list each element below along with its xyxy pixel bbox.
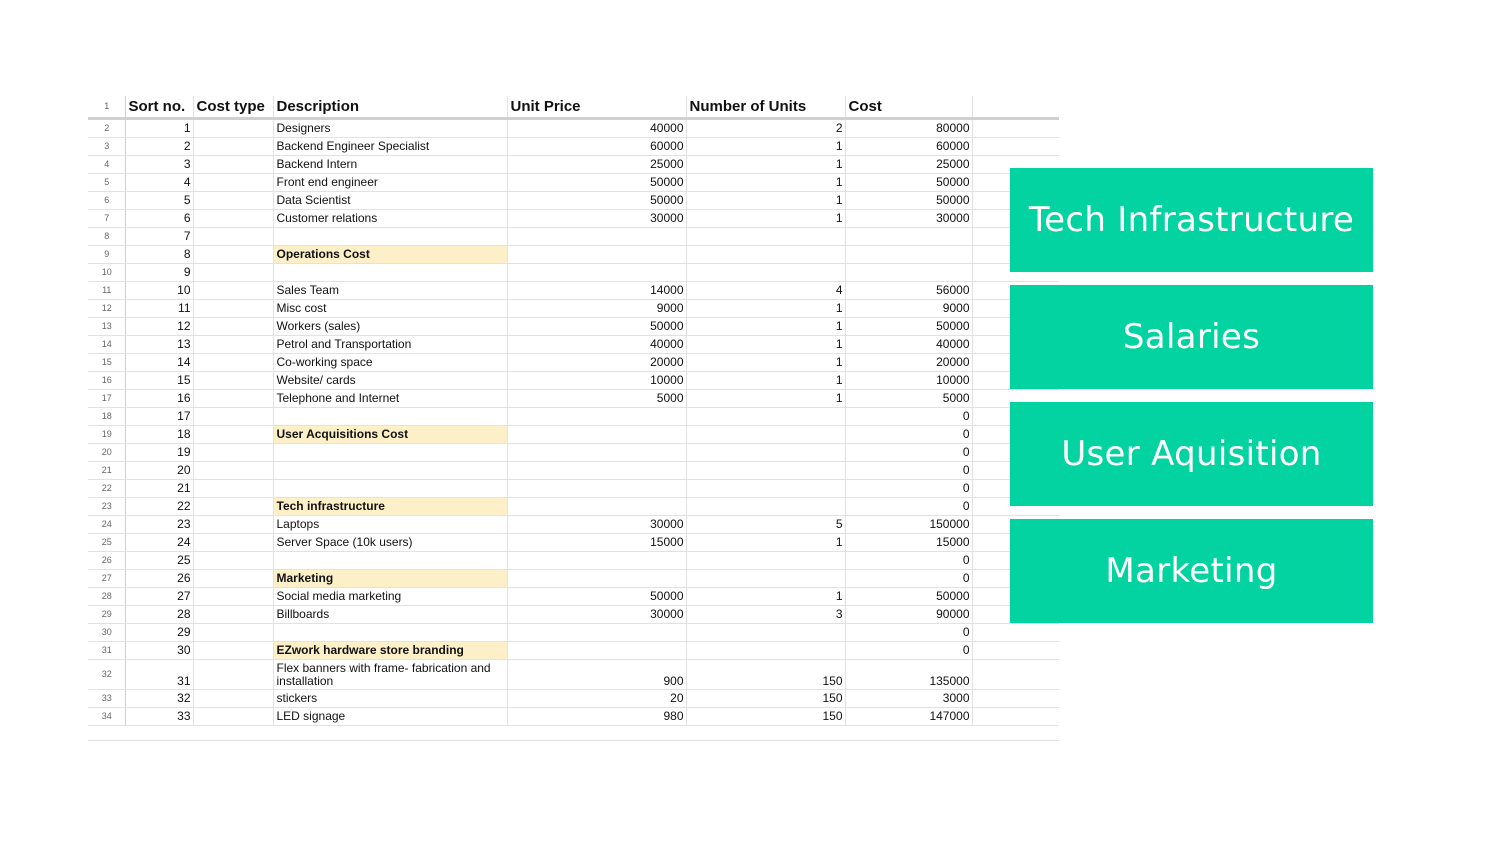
unit-price-cell[interactable]: 5000 [507,389,686,407]
description-cell[interactable]: Backend Engineer Specialist [273,137,507,155]
sort-no-cell[interactable]: 18 [125,425,193,443]
unit-price-cell[interactable]: 30000 [507,209,686,227]
table-row [88,587,1059,605]
category-salaries [1010,285,1373,389]
cost-cell[interactable]: 3000 [845,689,972,707]
sort-no-cell[interactable]: 2 [125,137,193,155]
table-row [88,479,1059,497]
description-cell[interactable]: Designers [273,118,507,137]
empty-cell[interactable] [972,137,1059,155]
row-number[interactable]: 29 [88,605,125,623]
sort-no-cell[interactable]: 4 [125,173,193,191]
cost-type-cell[interactable] [193,191,273,209]
sort-no-cell[interactable]: 6 [125,209,193,227]
description-cell[interactable] [273,443,507,461]
cost-type-cell[interactable] [193,227,273,245]
table-row [88,155,1059,173]
category-label: User Aquisition [1061,434,1322,474]
cost-cell[interactable]: 147000 [845,707,972,725]
unit-price-cell[interactable] [507,263,686,281]
units-cell[interactable]: 1 [686,389,845,407]
cost-type-cell[interactable] [193,551,273,569]
unit-price-cell[interactable]: 50000 [507,191,686,209]
cost-type-cell[interactable] [193,659,273,689]
description-cell[interactable]: stickers [273,689,507,707]
units-cell[interactable]: 1 [686,587,845,605]
header-row [88,96,1059,118]
category-marketing [1010,519,1373,623]
description-cell[interactable]: Telephone and Internet [273,389,507,407]
row-number[interactable]: 20 [88,443,125,461]
units-cell[interactable]: 4 [686,281,845,299]
units-cell[interactable] [686,443,845,461]
cost-cell[interactable]: 135000 [845,659,972,689]
description-cell[interactable]: Workers (sales) [273,317,507,335]
cost-cell[interactable]: 0 [845,461,972,479]
sort-no-cell[interactable]: 30 [125,641,193,659]
row-number[interactable]: 17 [88,389,125,407]
sort-no-cell[interactable]: 29 [125,623,193,641]
column-header-number-of-units[interactable]: Number of Units [686,96,845,118]
units-cell[interactable]: 1 [686,155,845,173]
unit-price-cell[interactable]: 50000 [507,173,686,191]
units-cell[interactable] [686,227,845,245]
cost-type-cell[interactable] [193,587,273,605]
units-cell[interactable]: 1 [686,533,845,551]
row-number[interactable]: 9 [88,245,125,263]
cost-type-cell[interactable] [193,173,273,191]
cost-spreadsheet [88,96,1059,726]
units-cell[interactable] [686,479,845,497]
row-number[interactable]: 26 [88,551,125,569]
description-cell[interactable]: Billboards [273,605,507,623]
units-cell[interactable]: 2 [686,118,845,137]
category-label: Marketing [1105,551,1278,591]
column-header-cost-type[interactable]: Cost type [193,96,273,118]
unit-price-cell[interactable] [507,569,686,587]
cost-cell[interactable]: 9000 [845,299,972,317]
row-number[interactable]: 4 [88,155,125,173]
cost-type-cell[interactable] [193,533,273,551]
table-row [88,191,1059,209]
section-title-cell[interactable]: User Acquisitions Cost [273,425,507,443]
cost-cell[interactable]: 0 [845,569,972,587]
sort-no-cell[interactable]: 13 [125,335,193,353]
row-number[interactable]: 1 [88,96,125,118]
sort-no-cell[interactable]: 5 [125,191,193,209]
cost-type-cell[interactable] [193,689,273,707]
sort-no-cell[interactable]: 19 [125,443,193,461]
cost-cell[interactable] [845,245,972,263]
unit-price-cell[interactable]: 15000 [507,533,686,551]
sort-no-cell[interactable]: 21 [125,479,193,497]
units-cell[interactable] [686,263,845,281]
unit-price-cell[interactable]: 50000 [507,587,686,605]
unit-price-cell[interactable] [507,227,686,245]
description-cell[interactable] [273,407,507,425]
row-number[interactable]: 14 [88,335,125,353]
unit-price-cell[interactable]: 9000 [507,299,686,317]
category-label: Tech Infrastructure [1028,200,1355,240]
cost-cell[interactable]: 0 [845,407,972,425]
cost-type-cell[interactable] [193,425,273,443]
table-row [88,497,1059,515]
units-cell[interactable]: 1 [686,335,845,353]
cost-type-cell[interactable] [193,461,273,479]
cost-cell[interactable] [845,227,972,245]
units-cell[interactable]: 150 [686,707,845,725]
description-cell[interactable]: Flex banners with frame- fabrication and installation [273,659,507,689]
row-number[interactable]: 22 [88,479,125,497]
cost-cell[interactable]: 25000 [845,155,972,173]
cost-cell[interactable]: 90000 [845,605,972,623]
section-title-cell[interactable]: EZwork hardware store branding [273,641,507,659]
cost-type-cell[interactable] [193,479,273,497]
row-number[interactable]: 19 [88,425,125,443]
units-cell[interactable]: 1 [686,317,845,335]
description-cell[interactable]: Backend Intern [273,155,507,173]
cost-cell[interactable]: 50000 [845,317,972,335]
cost-cell[interactable]: 0 [845,623,972,641]
units-cell[interactable] [686,641,845,659]
sort-no-cell[interactable]: 14 [125,353,193,371]
row-number[interactable]: 2 [88,118,125,137]
row-number[interactable]: 6 [88,191,125,209]
unit-price-cell[interactable]: 900 [507,659,686,689]
row-number[interactable]: 12 [88,299,125,317]
row-number[interactable]: 13 [88,317,125,335]
row-number[interactable]: 24 [88,515,125,533]
cost-cell[interactable]: 50000 [845,173,972,191]
cost-type-cell[interactable] [193,443,273,461]
cost-type-cell[interactable] [193,209,273,227]
description-cell[interactable] [273,623,507,641]
unit-price-cell[interactable]: 980 [507,707,686,725]
row-number[interactable]: 28 [88,587,125,605]
description-cell[interactable]: LED signage [273,707,507,725]
unit-price-cell[interactable] [507,623,686,641]
cost-cell[interactable]: 60000 [845,137,972,155]
category-user-acquisition [1010,402,1373,506]
sort-no-cell[interactable]: 23 [125,515,193,533]
sort-no-cell[interactable]: 11 [125,299,193,317]
row-number[interactable]: 15 [88,353,125,371]
unit-price-cell[interactable] [507,425,686,443]
sort-no-cell[interactable]: 10 [125,281,193,299]
description-cell[interactable]: Customer relations [273,209,507,227]
cost-type-cell[interactable] [193,245,273,263]
cost-cell[interactable]: 56000 [845,281,972,299]
sort-no-cell[interactable]: 20 [125,461,193,479]
cost-cell[interactable]: 10000 [845,371,972,389]
unit-price-cell[interactable]: 40000 [507,118,686,137]
unit-price-cell[interactable]: 30000 [507,605,686,623]
table-row [88,263,1059,281]
sort-no-cell[interactable]: 25 [125,551,193,569]
column-header-sort-no[interactable]: Sort no. [125,96,193,118]
cost-cell[interactable]: 0 [845,443,972,461]
table-row [88,605,1059,623]
section-title-cell[interactable]: Marketing [273,569,507,587]
units-cell[interactable]: 150 [686,659,845,689]
cost-type-cell[interactable] [193,118,273,137]
description-cell[interactable] [273,227,507,245]
row-number[interactable]: 23 [88,497,125,515]
units-cell[interactable]: 1 [686,299,845,317]
sort-no-cell[interactable]: 32 [125,689,193,707]
unit-price-cell[interactable] [507,245,686,263]
units-cell[interactable] [686,425,845,443]
table-row [88,443,1059,461]
units-cell[interactable]: 1 [686,353,845,371]
sort-no-cell[interactable]: 17 [125,407,193,425]
row-number[interactable]: 11 [88,281,125,299]
cost-cell[interactable]: 0 [845,551,972,569]
cost-cell[interactable]: 30000 [845,209,972,227]
cost-cell[interactable]: 0 [845,641,972,659]
unit-price-cell[interactable]: 25000 [507,155,686,173]
empty-cell[interactable] [972,118,1059,137]
cost-type-cell[interactable] [193,569,273,587]
description-cell[interactable] [273,461,507,479]
sort-no-cell[interactable]: 31 [125,659,193,689]
row-number[interactable]: 5 [88,173,125,191]
unit-price-cell[interactable]: 10000 [507,371,686,389]
units-cell[interactable]: 1 [686,209,845,227]
row-number[interactable]: 33 [88,689,125,707]
units-cell[interactable] [686,623,845,641]
table-row [88,641,1059,659]
description-cell[interactable]: Website/ cards [273,371,507,389]
row-number[interactable]: 8 [88,227,125,245]
cost-type-cell[interactable] [193,281,273,299]
row-number[interactable]: 16 [88,371,125,389]
cost-cell[interactable]: 20000 [845,353,972,371]
cost-cell[interactable]: 80000 [845,118,972,137]
table-row [88,689,1059,707]
cost-cell[interactable]: 50000 [845,587,972,605]
table-row [88,281,1059,299]
sort-no-cell[interactable]: 28 [125,605,193,623]
cost-type-cell[interactable] [193,317,273,335]
sort-no-cell[interactable]: 3 [125,155,193,173]
description-cell[interactable]: Social media marketing [273,587,507,605]
row-number[interactable]: 30 [88,623,125,641]
column-header-empty[interactable] [972,96,1059,118]
unit-price-cell[interactable]: 20000 [507,353,686,371]
cost-type-cell[interactable] [193,641,273,659]
sort-no-cell[interactable]: 26 [125,569,193,587]
table-row [88,227,1059,245]
cost-type-cell[interactable] [193,389,273,407]
units-cell[interactable]: 1 [686,191,845,209]
unit-price-cell[interactable] [507,641,686,659]
cost-type-cell[interactable] [193,371,273,389]
units-cell[interactable]: 1 [686,137,845,155]
unit-price-cell[interactable]: 14000 [507,281,686,299]
unit-price-cell[interactable]: 50000 [507,317,686,335]
cost-type-cell[interactable] [193,353,273,371]
category-tech-infrastructure [1010,168,1373,272]
description-cell[interactable] [273,263,507,281]
row-number[interactable]: 31 [88,641,125,659]
table-row [88,137,1059,155]
cost-type-cell[interactable] [193,407,273,425]
row-number[interactable]: 18 [88,407,125,425]
units-cell[interactable]: 1 [686,173,845,191]
description-cell[interactable]: Laptops [273,515,507,533]
table-row [88,515,1059,533]
cost-type-cell[interactable] [193,623,273,641]
units-cell[interactable] [686,407,845,425]
sort-no-cell[interactable]: 16 [125,389,193,407]
table-row [88,533,1059,551]
row-number[interactable]: 34 [88,707,125,725]
unit-price-cell[interactable]: 20 [507,689,686,707]
description-cell[interactable]: Petrol and Transportation [273,335,507,353]
table-row [88,407,1059,425]
description-cell[interactable]: Data Scientist [273,191,507,209]
table-row [88,551,1059,569]
unit-price-cell[interactable] [507,443,686,461]
cost-cell[interactable]: 5000 [845,389,972,407]
sort-no-cell[interactable]: 8 [125,245,193,263]
units-cell[interactable] [686,245,845,263]
empty-cell[interactable] [972,623,1059,641]
unit-price-cell[interactable]: 30000 [507,515,686,533]
table-row [88,707,1059,725]
row-number[interactable]: 27 [88,569,125,587]
row-number[interactable]: 21 [88,461,125,479]
empty-cell[interactable] [972,689,1059,707]
units-cell[interactable]: 150 [686,689,845,707]
description-cell[interactable] [273,479,507,497]
sort-no-cell[interactable]: 15 [125,371,193,389]
sort-no-cell[interactable]: 9 [125,263,193,281]
column-header-unit-price[interactable]: Unit Price [507,96,686,118]
cost-cell[interactable]: 0 [845,497,972,515]
column-header-description[interactable]: Description [273,96,507,118]
description-cell[interactable]: Misc cost [273,299,507,317]
section-title-cell[interactable]: Tech infrastructure [273,497,507,515]
table-row [88,118,1059,137]
cost-type-cell[interactable] [193,497,273,515]
description-cell[interactable]: Server Space (10k users) [273,533,507,551]
table-row [88,299,1059,317]
table-row [88,335,1059,353]
cost-cell[interactable]: 50000 [845,191,972,209]
units-cell[interactable] [686,461,845,479]
sort-no-cell[interactable]: 27 [125,587,193,605]
sheet-body [88,118,1059,725]
unit-price-cell[interactable]: 40000 [507,335,686,353]
column-header-cost[interactable]: Cost [845,96,972,118]
units-cell[interactable]: 5 [686,515,845,533]
cost-type-cell[interactable] [193,335,273,353]
description-cell[interactable] [273,551,507,569]
description-cell[interactable]: Front end engineer [273,173,507,191]
table-row [88,371,1059,389]
table-row [88,389,1059,407]
sort-no-cell[interactable]: 22 [125,497,193,515]
table-row [88,461,1059,479]
table-row [88,569,1059,587]
empty-cell[interactable] [972,641,1059,659]
sort-no-cell[interactable]: 24 [125,533,193,551]
row-number[interactable]: 7 [88,209,125,227]
row-number[interactable]: 32 [88,659,125,689]
cost-type-cell[interactable] [193,605,273,623]
sort-no-cell[interactable]: 12 [125,317,193,335]
row-number[interactable]: 10 [88,263,125,281]
empty-cell[interactable] [972,659,1059,689]
units-cell[interactable] [686,497,845,515]
table-row [88,245,1059,263]
cost-type-cell[interactable] [193,155,273,173]
cost-type-cell[interactable] [193,263,273,281]
cost-cell[interactable]: 15000 [845,533,972,551]
cost-cell[interactable] [845,263,972,281]
row-number[interactable]: 3 [88,137,125,155]
table-row [88,623,1059,641]
sort-no-cell[interactable]: 7 [125,227,193,245]
empty-cell[interactable] [972,707,1059,725]
cost-type-cell[interactable] [193,515,273,533]
category-label: Salaries [1122,317,1261,357]
cost-cell[interactable]: 40000 [845,335,972,353]
section-title-cell[interactable]: Operations Cost [273,245,507,263]
table-row [88,353,1059,371]
table-row [88,425,1059,443]
unit-price-cell[interactable]: 60000 [507,137,686,155]
sort-no-cell[interactable]: 33 [125,707,193,725]
units-cell[interactable]: 3 [686,605,845,623]
table-row [88,317,1059,335]
cost-cell[interactable]: 0 [845,425,972,443]
partial-next-row [88,740,1059,747]
row-number[interactable]: 25 [88,533,125,551]
cost-cell[interactable]: 0 [845,479,972,497]
units-cell[interactable]: 1 [686,371,845,389]
cost-type-cell[interactable] [193,707,273,725]
table-row [88,209,1059,227]
cost-type-cell[interactable] [193,137,273,155]
units-cell[interactable] [686,569,845,587]
unit-price-cell[interactable] [507,479,686,497]
table-row [88,173,1059,191]
unit-price-cell[interactable] [507,461,686,479]
units-cell[interactable] [686,551,845,569]
cost-type-cell[interactable] [193,299,273,317]
description-cell[interactable]: Sales Team [273,281,507,299]
cost-cell[interactable]: 150000 [845,515,972,533]
description-cell[interactable]: Co-working space [273,353,507,371]
unit-price-cell[interactable] [507,407,686,425]
sort-no-cell[interactable]: 1 [125,118,193,137]
unit-price-cell[interactable] [507,497,686,515]
unit-price-cell[interactable] [507,551,686,569]
table-row [88,659,1059,689]
